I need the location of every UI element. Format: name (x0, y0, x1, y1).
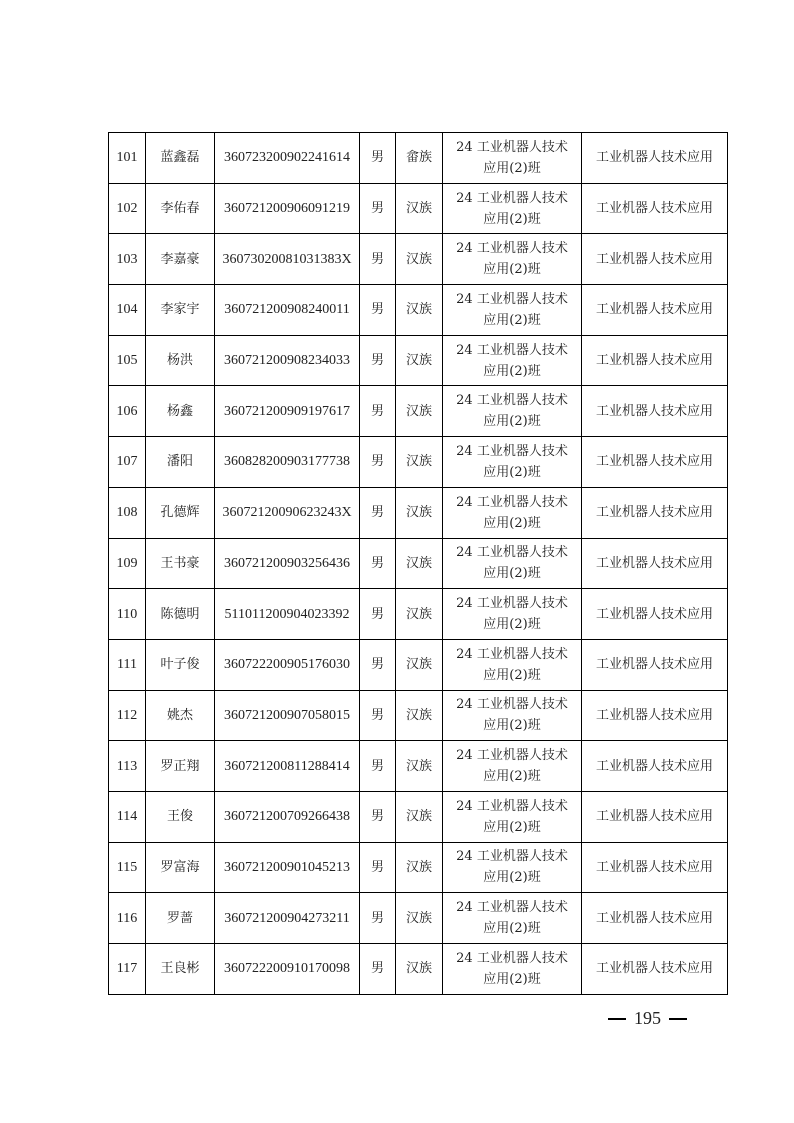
class-cell (443, 538, 582, 589)
gender-cell: 男 (360, 538, 396, 589)
class-line-2: 应用(2)班 (483, 566, 541, 582)
class-line-2: 应用(2)班 (483, 363, 541, 379)
class-line-1: 24 工业机器人技术 (456, 291, 568, 307)
id-number-cell: 36073020081031383X (215, 234, 360, 285)
class-line-2: 应用(2)班 (483, 160, 541, 176)
name-cell: 王良彬 (146, 944, 215, 995)
major-cell: 工业机器人技术应用 (582, 437, 728, 488)
ethnicity-cell: 汉族 (396, 944, 443, 995)
id-number-cell: 36072120090623243X (215, 487, 360, 538)
id-number-cell: 360721200906091219 (215, 183, 360, 234)
class-line-1: 24 工业机器人技术 (456, 545, 568, 561)
id-number-cell: 360721200908240011 (215, 285, 360, 336)
class-cell (443, 487, 582, 538)
class-cell (443, 133, 582, 184)
class-cell (443, 842, 582, 893)
ethnicity-cell: 汉族 (396, 589, 443, 640)
class-line-2: 应用(2)班 (483, 414, 541, 430)
ethnicity-cell: 汉族 (396, 791, 443, 842)
row-number-cell: 107 (109, 437, 146, 488)
row-number-cell: 105 (109, 335, 146, 386)
row-number-cell: 103 (109, 234, 146, 285)
ethnicity-cell: 汉族 (396, 741, 443, 792)
class-cell (443, 893, 582, 944)
table-row (109, 538, 728, 589)
ethnicity-cell: 汉族 (396, 285, 443, 336)
class-line-2: 应用(2)班 (483, 211, 541, 227)
major-cell: 工业机器人技术应用 (582, 183, 728, 234)
name-cell: 杨鑫 (146, 386, 215, 437)
student-table (108, 132, 728, 995)
name-cell: 叶子俊 (146, 639, 215, 690)
table-row (109, 639, 728, 690)
major-cell: 工业机器人技术应用 (582, 690, 728, 741)
class-line-2: 应用(2)班 (483, 971, 541, 987)
id-number-cell: 360721200904273211 (215, 893, 360, 944)
table-row (109, 893, 728, 944)
id-number-cell: 360722200905176030 (215, 639, 360, 690)
class-line-2: 应用(2)班 (483, 921, 541, 937)
gender-cell: 男 (360, 944, 396, 995)
table-row (109, 285, 728, 336)
class-cell (443, 944, 582, 995)
name-cell: 孔德辉 (146, 487, 215, 538)
class-line-2: 应用(2)班 (483, 667, 541, 683)
gender-cell: 男 (360, 285, 396, 336)
table-row (109, 386, 728, 437)
gender-cell: 男 (360, 690, 396, 741)
major-cell: 工业机器人技术应用 (582, 538, 728, 589)
ethnicity-cell: 畲族 (396, 133, 443, 184)
ethnicity-cell: 汉族 (396, 487, 443, 538)
class-line-1: 24 工业机器人技术 (456, 342, 568, 358)
class-line-2: 应用(2)班 (483, 262, 541, 278)
class-line-1: 24 工业机器人技术 (456, 443, 568, 459)
row-number-cell: 108 (109, 487, 146, 538)
gender-cell: 男 (360, 386, 396, 437)
ethnicity-cell: 汉族 (396, 893, 443, 944)
id-number-cell: 360721200903256436 (215, 538, 360, 589)
page-number-text: 195 (634, 1008, 661, 1028)
id-number-cell: 511011200904023392 (215, 589, 360, 640)
row-number-cell: 112 (109, 690, 146, 741)
class-cell (443, 285, 582, 336)
name-cell: 李佑春 (146, 183, 215, 234)
class-line-2: 应用(2)班 (483, 769, 541, 785)
row-number-cell: 117 (109, 944, 146, 995)
dash-left (608, 1018, 626, 1020)
row-number-cell: 102 (109, 183, 146, 234)
table-row (109, 589, 728, 640)
row-number-cell: 111 (109, 639, 146, 690)
table-row (109, 133, 728, 184)
major-cell: 工业机器人技术应用 (582, 386, 728, 437)
gender-cell: 男 (360, 893, 396, 944)
major-cell: 工业机器人技术应用 (582, 335, 728, 386)
class-line-1: 24 工业机器人技术 (456, 241, 568, 257)
id-number-cell: 360721200811288414 (215, 741, 360, 792)
class-line-1: 24 工业机器人技术 (456, 900, 568, 916)
major-cell: 工业机器人技术应用 (582, 842, 728, 893)
name-cell: 姚杰 (146, 690, 215, 741)
row-number-cell: 106 (109, 386, 146, 437)
class-cell (443, 335, 582, 386)
gender-cell: 男 (360, 133, 396, 184)
name-cell: 陈德明 (146, 589, 215, 640)
class-cell (443, 234, 582, 285)
major-cell: 工业机器人技术应用 (582, 893, 728, 944)
class-line-1: 24 工业机器人技术 (456, 748, 568, 764)
class-line-1: 24 工业机器人技术 (456, 950, 568, 966)
major-cell: 工业机器人技术应用 (582, 639, 728, 690)
major-cell: 工业机器人技术应用 (582, 285, 728, 336)
gender-cell: 男 (360, 437, 396, 488)
class-cell (443, 589, 582, 640)
class-line-2: 应用(2)班 (483, 718, 541, 734)
name-cell: 罗正翔 (146, 741, 215, 792)
class-line-1: 24 工业机器人技术 (456, 849, 568, 865)
ethnicity-cell: 汉族 (396, 386, 443, 437)
class-cell (443, 791, 582, 842)
class-line-1: 24 工业机器人技术 (456, 798, 568, 814)
page-number (608, 1008, 687, 1029)
id-number-cell: 360723200902241614 (215, 133, 360, 184)
table-row (109, 842, 728, 893)
major-cell: 工业机器人技术应用 (582, 791, 728, 842)
ethnicity-cell: 汉族 (396, 690, 443, 741)
dash-right (669, 1018, 687, 1020)
class-line-1: 24 工业机器人技术 (456, 697, 568, 713)
class-cell (443, 639, 582, 690)
class-line-1: 24 工业机器人技术 (456, 190, 568, 206)
gender-cell: 男 (360, 335, 396, 386)
table-row (109, 335, 728, 386)
gender-cell: 男 (360, 589, 396, 640)
gender-cell: 男 (360, 234, 396, 285)
class-cell (443, 183, 582, 234)
row-number-cell: 114 (109, 791, 146, 842)
class-line-2: 应用(2)班 (483, 312, 541, 328)
class-cell (443, 437, 582, 488)
class-line-1: 24 工业机器人技术 (456, 494, 568, 510)
class-cell (443, 690, 582, 741)
ethnicity-cell: 汉族 (396, 437, 443, 488)
class-line-2: 应用(2)班 (483, 870, 541, 886)
table-row (109, 944, 728, 995)
class-line-1: 24 工业机器人技术 (456, 139, 568, 155)
id-number-cell: 360721200908234033 (215, 335, 360, 386)
name-cell: 李嘉豪 (146, 234, 215, 285)
class-line-2: 应用(2)班 (483, 515, 541, 531)
row-number-cell: 109 (109, 538, 146, 589)
table-row (109, 741, 728, 792)
id-number-cell: 360721200709266438 (215, 791, 360, 842)
gender-cell: 男 (360, 183, 396, 234)
major-cell: 工业机器人技术应用 (582, 234, 728, 285)
class-cell (443, 741, 582, 792)
table-row (109, 437, 728, 488)
id-number-cell: 360722200910170098 (215, 944, 360, 995)
ethnicity-cell: 汉族 (396, 639, 443, 690)
id-number-cell: 360721200907058015 (215, 690, 360, 741)
table-row (109, 234, 728, 285)
row-number-cell: 115 (109, 842, 146, 893)
class-line-2: 应用(2)班 (483, 819, 541, 835)
class-cell (443, 386, 582, 437)
row-number-cell: 113 (109, 741, 146, 792)
gender-cell: 男 (360, 487, 396, 538)
row-number-cell: 110 (109, 589, 146, 640)
gender-cell: 男 (360, 842, 396, 893)
table-row (109, 690, 728, 741)
table-row (109, 791, 728, 842)
name-cell: 罗蔷 (146, 893, 215, 944)
class-line-1: 24 工业机器人技术 (456, 393, 568, 409)
class-line-2: 应用(2)班 (483, 464, 541, 480)
ethnicity-cell: 汉族 (396, 234, 443, 285)
id-number-cell: 360721200901045213 (215, 842, 360, 893)
student-table-body (109, 133, 728, 995)
gender-cell: 男 (360, 741, 396, 792)
gender-cell: 男 (360, 639, 396, 690)
major-cell: 工业机器人技术应用 (582, 133, 728, 184)
id-number-cell: 360721200909197617 (215, 386, 360, 437)
name-cell: 李家宇 (146, 285, 215, 336)
major-cell: 工业机器人技术应用 (582, 589, 728, 640)
ethnicity-cell: 汉族 (396, 183, 443, 234)
major-cell: 工业机器人技术应用 (582, 487, 728, 538)
name-cell: 蓝鑫磊 (146, 133, 215, 184)
row-number-cell: 101 (109, 133, 146, 184)
ethnicity-cell: 汉族 (396, 538, 443, 589)
major-cell: 工业机器人技术应用 (582, 741, 728, 792)
row-number-cell: 104 (109, 285, 146, 336)
name-cell: 罗富海 (146, 842, 215, 893)
table-row (109, 183, 728, 234)
gender-cell: 男 (360, 791, 396, 842)
class-line-1: 24 工业机器人技术 (456, 596, 568, 612)
ethnicity-cell: 汉族 (396, 842, 443, 893)
id-number-cell: 360828200903177738 (215, 437, 360, 488)
name-cell: 王书豪 (146, 538, 215, 589)
table-row (109, 487, 728, 538)
name-cell: 潘阳 (146, 437, 215, 488)
class-line-2: 应用(2)班 (483, 617, 541, 633)
ethnicity-cell: 汉族 (396, 335, 443, 386)
name-cell: 杨洪 (146, 335, 215, 386)
name-cell: 王俊 (146, 791, 215, 842)
class-line-1: 24 工业机器人技术 (456, 646, 568, 662)
major-cell: 工业机器人技术应用 (582, 944, 728, 995)
row-number-cell: 116 (109, 893, 146, 944)
